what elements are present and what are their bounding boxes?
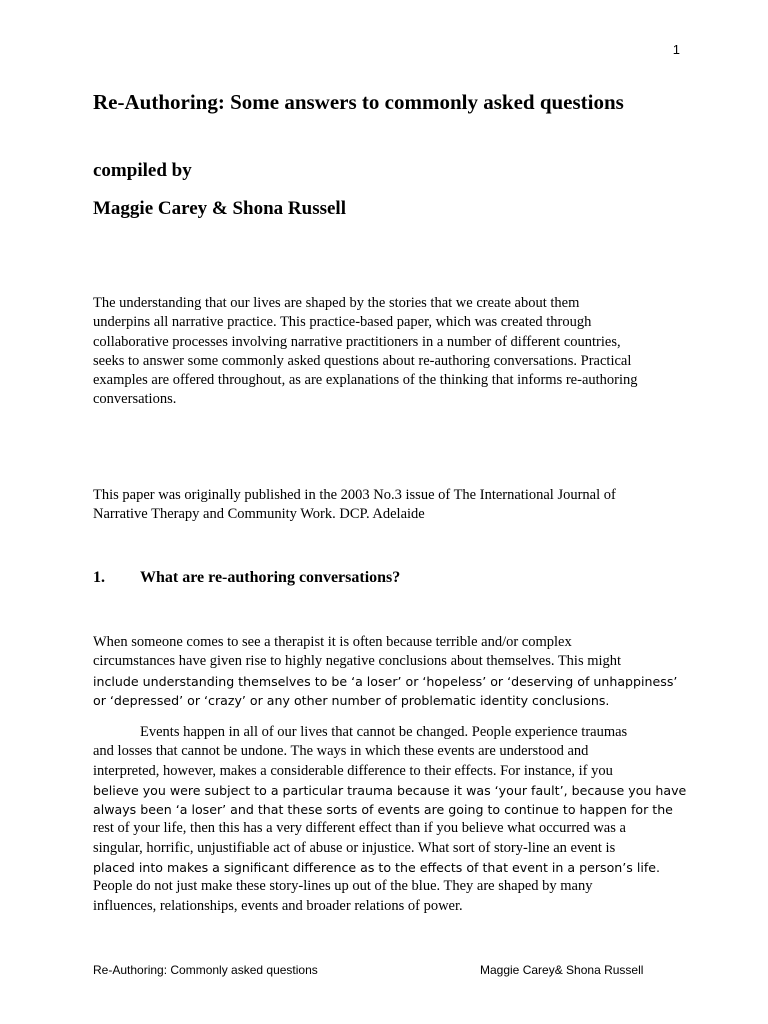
abstract-line: underpins all narrative practice. This practice-based paper, which was created through: [93, 314, 592, 331]
paragraph-line: always been ‘a loser’ and that these sorts of events are going to continue to happen for the: [93, 802, 673, 818]
section-number: 1.: [93, 569, 105, 586]
paragraph-line: interpreted, however, makes a considerable difference to their effects. For instance, if you: [93, 762, 613, 779]
footer-authors: Maggie Carey& Shona Russell: [480, 963, 644, 977]
document-title: Re-Authoring: Some answers to commonly asked questions: [93, 90, 624, 114]
paragraph-line: or ‘depressed’ or ‘crazy’ or any other number of problematic identity conclusions.: [93, 692, 610, 708]
paragraph-line: People do not just make these story-lines up out of the blue. They are shaped by many: [93, 878, 593, 895]
abstract-line: conversations.: [93, 391, 177, 408]
body-paragraph-1: [93, 633, 683, 710]
body-paragraph-2: [93, 723, 687, 916]
paragraph-line: circumstances have given rise to highly negative conclusions about themselves. This might: [93, 653, 622, 670]
paragraph-line: rest of your life, then this has a very different effect than if you believe what occurred was a: [93, 820, 626, 837]
paragraph-line: Events happen in all of our lives that cannot be changed. People experience traumas: [140, 724, 628, 740]
publication-line: Narrative Therapy and Community Work. DCP. Adelaide: [93, 506, 425, 523]
paragraph-line: placed into makes a significant difference as to the effects of that event in a person’s life.: [93, 860, 661, 876]
abstract-line: examples are offered throughout, as are explanations of the thinking that informs re-authoring: [93, 372, 638, 389]
abstract-paragraph: [93, 294, 683, 410]
paragraph-line: influences, relationships, events and broader relations of power.: [93, 897, 463, 914]
paragraph-line: believe you were subject to a particular trauma because it was ‘your fault’, because you have: [93, 782, 687, 798]
paragraph-line: and losses that cannot be undone. The ways in which these events are understood and: [93, 743, 589, 760]
abstract-line: seeks to answer some commonly asked questions about re-authoring conversations. Practical: [93, 352, 632, 369]
abstract-line: The understanding that our lives are shaped by the stories that we create about them: [93, 295, 580, 311]
compiled-by-label: compiled by: [93, 160, 192, 181]
paragraph-line: When someone comes to see a therapist it is often because terrible and/or complex: [93, 634, 572, 650]
section-heading: [93, 567, 400, 589]
footer-title: Re-Authoring: Commonly asked questions: [93, 963, 318, 977]
paragraph-line: singular, horrific, unjustifiable act of abuse or injustice. What sort of story-line an event is: [93, 839, 616, 856]
publication-note: [93, 486, 683, 525]
abstract-line: collaborative processes involving narrative practitioners in a number of different countries,: [93, 333, 621, 350]
page-number: 1: [672, 42, 680, 57]
section-title: What are re-authoring conversations?: [140, 569, 401, 586]
authors-line: Maggie Carey & Shona Russell: [93, 198, 346, 219]
paragraph-line: include understanding themselves to be ‘a loser’ or ‘hopeless’ or ‘deserving of unhappiness’: [93, 673, 678, 689]
publication-line: This paper was originally published in the 2003 No.3 issue of The International Journal of: [93, 487, 616, 503]
